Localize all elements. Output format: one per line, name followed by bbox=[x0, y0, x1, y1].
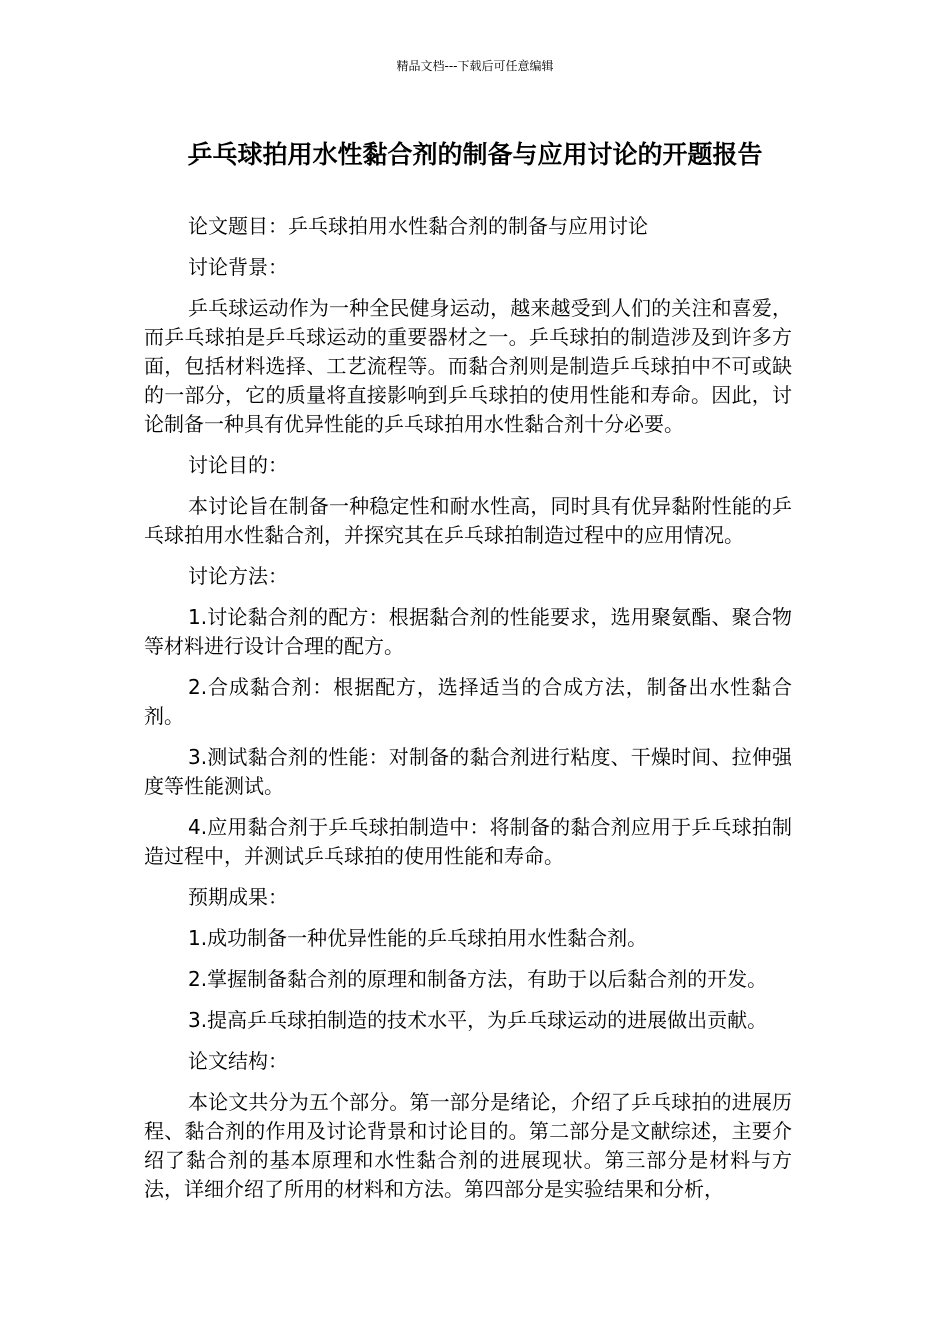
document-title: 乒乓球拍用水性黏合剂的制备与应用讨论的开题报告 bbox=[187, 140, 763, 169]
section-heading-purpose: 讨论目的： bbox=[188, 453, 288, 477]
thesis-topic-line: 论文题目：乒乓球拍用水性黏合剂的制备与应用讨论 bbox=[188, 214, 648, 238]
section-heading-expected-results: 预期成果： bbox=[188, 885, 288, 909]
document-body bbox=[144, 212, 792, 1216]
purpose-paragraph: 本讨论旨在制备一种稳定性和耐水性高，同时具有优异黏附性能的乒乓球拍用水性黏合剂，并探究其在乒乓球拍制造过程中的应用情况。 bbox=[144, 494, 792, 547]
section-heading-structure: 论文结构： bbox=[188, 1049, 288, 1073]
expected-result-item-1: 1.成功制备一种优异性能的乒乓球拍用水性黏合剂。 bbox=[188, 926, 648, 950]
expected-result-item-3: 3.提高乒乓球拍制造的技术水平，为乒乓球运动的进展做出贡献。 bbox=[188, 1008, 768, 1032]
page-header: 精品文档---下载后可任意编辑 bbox=[396, 59, 554, 73]
method-item-1: 1.讨论黏合剂的配方：根据黏合剂的性能要求，选用聚氨酯、聚合物等材料进行设计合理的配方。 bbox=[144, 605, 792, 658]
section-heading-background: 讨论背景： bbox=[188, 255, 288, 279]
method-item-3: 3.测试黏合剂的性能：对制备的黏合剂进行粘度、干燥时间、拉伸强度等性能测试。 bbox=[144, 745, 792, 798]
structure-paragraph: 本论文共分为五个部分。第一部分是绪论，介绍了乒乓球拍的进展历程、黏合剂的作用及讨论背景和讨论目的。第二部分是文献综述，主要介绍了黏合剂的基本原理和水性黏合剂的进展现状。第三部分是材料与方法，详细介绍了所用的材料和方法。第四部分是实验结果和分析， bbox=[144, 1090, 792, 1201]
method-item-4: 4.应用黏合剂于乒乓球拍制造中：将制备的黏合剂应用于乒乓球拍制造过程中，并测试乒乓球拍的使用性能和寿命。 bbox=[144, 815, 792, 868]
method-item-2: 2.合成黏合剂：根据配方，选择适当的合成方法，制备出水性黏合剂。 bbox=[144, 675, 792, 728]
expected-result-item-2: 2.掌握制备黏合剂的原理和制备方法，有助于以后黏合剂的开发。 bbox=[188, 967, 768, 991]
section-heading-methods: 讨论方法： bbox=[188, 564, 288, 588]
background-paragraph: 乒乓球运动作为一种全民健身运动，越来越受到人们的关注和喜爱，而乒乓球拍是乒乓球运动的重要器材之一。乒乓球拍的制造涉及到许多方面，包括材料选择、工艺流程等。而黏合剂则是制造乒乓球拍中不可或缺的一部分，它的质量将直接影响到乒乓球拍的使用性能和寿命。因此，讨论制备一种具有优异性能的乒乓球拍用水性黏合剂十分必要。 bbox=[144, 296, 792, 436]
